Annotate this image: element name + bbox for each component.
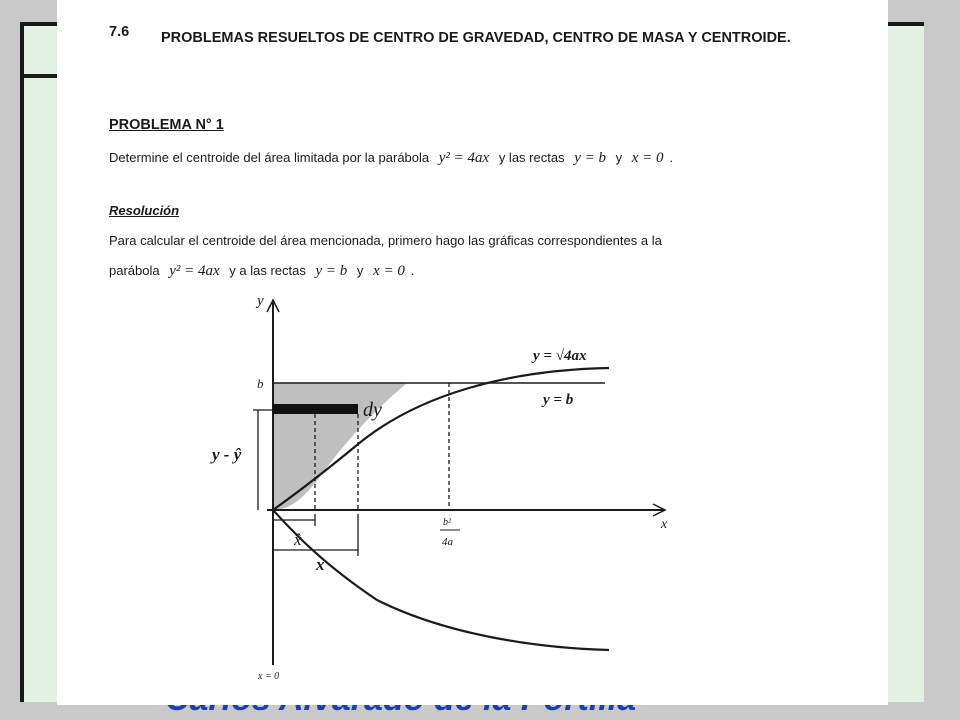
resolution-line-1: Para calcular el centroide del área mencionada, primero hago las gráficas correspondientes a la bbox=[109, 233, 662, 248]
problem-parabola-eq: y² = 4ax bbox=[438, 150, 490, 166]
parabola-figure bbox=[57, 0, 888, 705]
resolution-heading-text: Resolución bbox=[109, 203, 180, 218]
shaded-area bbox=[273, 383, 407, 510]
resolution-line-eq-1: y = b bbox=[315, 263, 348, 279]
xhat-label: x̂ bbox=[294, 530, 302, 549]
resolution-line-eq-2: x = 0 bbox=[373, 263, 405, 279]
y-axis-label: y bbox=[257, 293, 264, 309]
resolution-end: . bbox=[410, 263, 415, 278]
problem-end: . bbox=[669, 150, 674, 165]
section-title: PROBLEMAS RESUELTOS DE CENTRO DE GRAVEDAD, CENTRO DE MASA Y CENTROIDE. bbox=[161, 30, 791, 46]
dy-strip bbox=[273, 404, 358, 414]
x-axis-label: x bbox=[661, 517, 668, 532]
problem-text-before: Determine el centroide del área limitada por la parábola bbox=[109, 150, 430, 165]
problem-conjunction: y bbox=[615, 150, 623, 165]
x0-label: x = 0 bbox=[258, 671, 280, 682]
b-label: b bbox=[257, 376, 264, 391]
y-minus-yhat-label: y - ŷ bbox=[212, 445, 242, 464]
problem-text-middle: y las rectas bbox=[498, 150, 565, 165]
resolution-parabola-eq: y² = 4ax bbox=[169, 263, 220, 279]
resolution-text-before: parábola bbox=[109, 263, 160, 278]
x-dim-label: x bbox=[316, 555, 325, 574]
curve-label: y = √4ax bbox=[533, 348, 587, 364]
line-label: y = b bbox=[543, 392, 574, 408]
problem-line-eq-2: x = 0 bbox=[631, 150, 664, 166]
resolution-conjunction: y bbox=[356, 263, 364, 278]
frame-accent-right bbox=[884, 22, 924, 26]
resolution-text-middle: y a las rectas bbox=[229, 263, 306, 278]
problem-line-eq-1: y = b bbox=[574, 150, 606, 166]
intersect-numerator: b² bbox=[443, 517, 451, 528]
section-number: 7.6 bbox=[109, 24, 130, 40]
dy-label: dy bbox=[363, 399, 382, 421]
intersect-denominator: 4a bbox=[442, 536, 453, 548]
document-page bbox=[57, 0, 888, 705]
problem-heading: PROBLEMA N° 1 bbox=[109, 117, 224, 133]
